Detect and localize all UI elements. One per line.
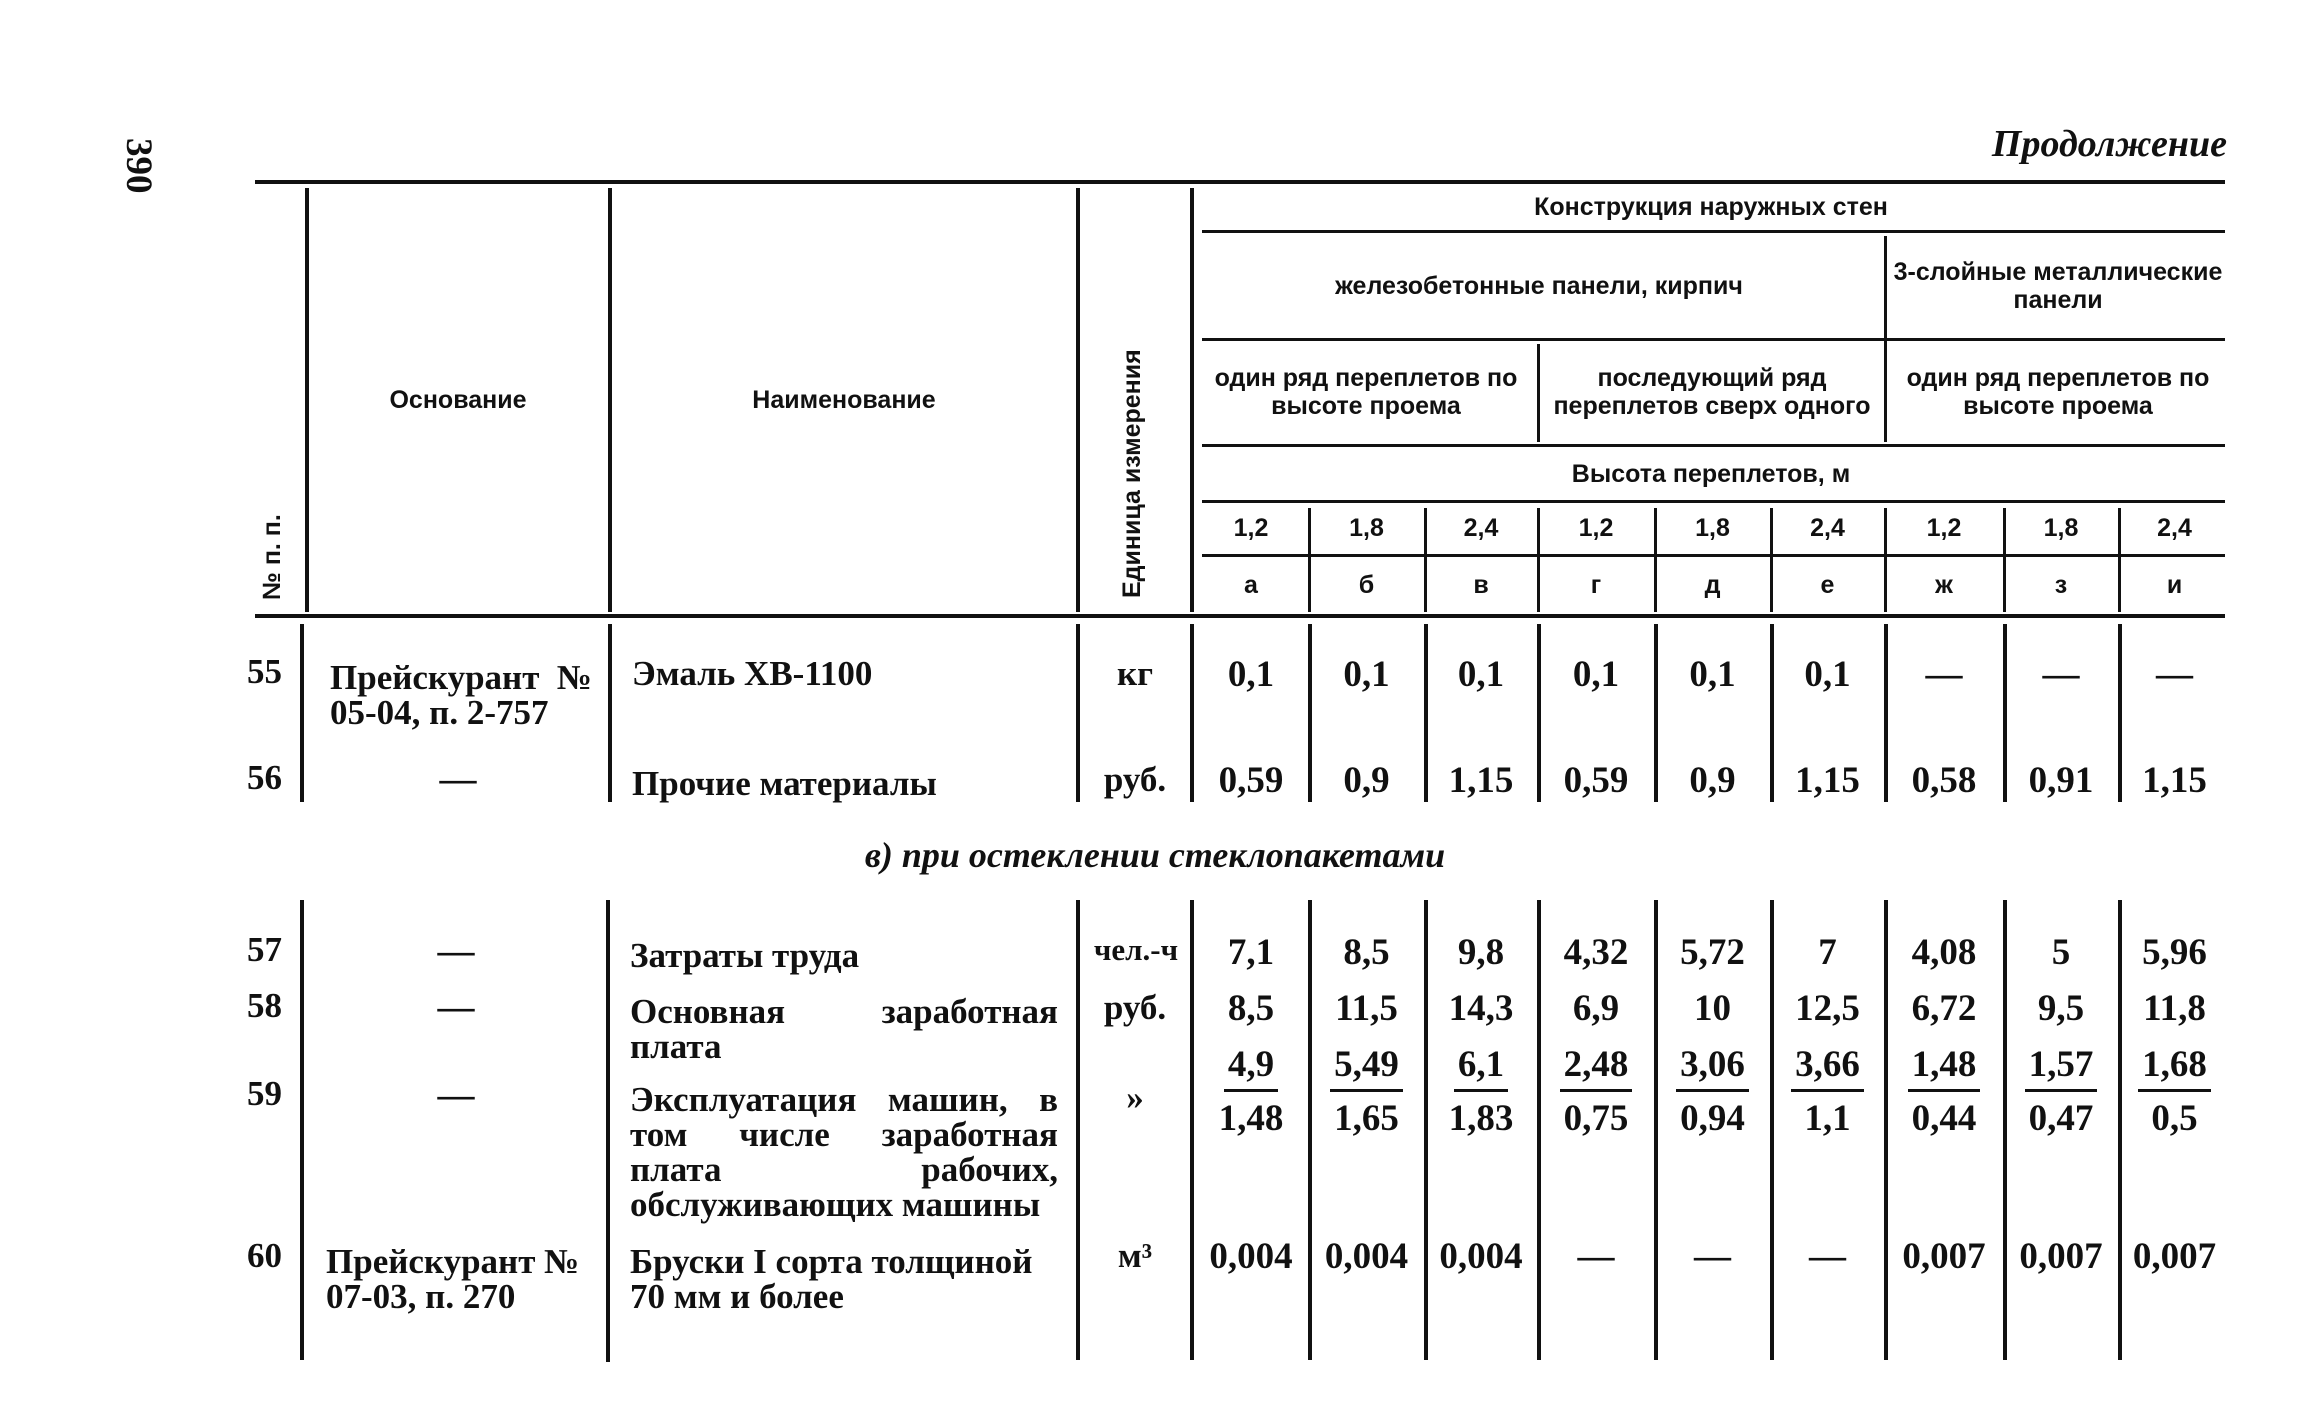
table-cell: 11,5 (1335, 987, 1398, 1029)
row-unit: руб. (1103, 760, 1167, 799)
fraction-denominator: 1,83 (1448, 1098, 1514, 1139)
row-basis: — (439, 759, 477, 800)
header-letter: г (1590, 571, 1602, 599)
table-cell: 0,9 (1689, 759, 1736, 801)
fraction-numerator: 1,68 (2138, 1046, 2211, 1092)
table-cell: 10 (1694, 987, 1731, 1029)
table-cell: 0,58 (1911, 759, 1977, 801)
table-cell: 9,8 (1457, 931, 1505, 973)
header-height-label: Высота переплетов, м (1571, 460, 1851, 488)
fraction-cell (1657, 1046, 1768, 1137)
table-cell: — (1809, 1235, 1846, 1277)
header-height-value: 1,2 (1926, 514, 1962, 542)
section-subtitle: в) при остеклении стеклопакетами (864, 835, 1446, 875)
table-cell: 11,8 (2143, 987, 2206, 1029)
header-letter: ж (1935, 571, 1953, 599)
fraction-cell (1773, 1046, 1882, 1137)
header-height-value: 2,4 (2157, 514, 2192, 542)
fraction-denominator: 1,65 (1334, 1098, 1399, 1139)
table-cell: 9,5 (2037, 987, 2085, 1029)
header-height-value: 1,2 (1578, 514, 1614, 542)
row-unit: кг (1116, 654, 1154, 693)
header-rule (1202, 444, 2225, 447)
header-height-value: 1,8 (1349, 514, 1384, 542)
header-height-value: 1,8 (2043, 514, 2079, 542)
header-divider (305, 188, 309, 612)
table-cell: — (1694, 1235, 1731, 1277)
fraction-cell (1196, 1046, 1306, 1137)
fraction-cell (2121, 1046, 2228, 1137)
header-rule (1202, 500, 2225, 503)
table-cell: 0,007 (2132, 1235, 2217, 1277)
header-letter: б (1358, 571, 1375, 599)
fraction-denominator: 1,1 (1804, 1098, 1851, 1139)
header-bottom-rule (255, 614, 2225, 618)
table-cell: 0,91 (2028, 759, 2094, 801)
header-rule (1202, 230, 2225, 233)
fraction-numerator: 2,48 (1560, 1046, 1633, 1092)
header-group-concrete: железобетонные панели, кирпич (1335, 272, 1743, 300)
fraction-numerator: 1,48 (1908, 1046, 1981, 1092)
body-divider (300, 624, 304, 802)
table-cell: 1,15 (1448, 759, 1514, 801)
row-unit: чел.-ч (1093, 932, 1179, 967)
header-height-value: 1,2 (1233, 514, 1269, 542)
body-divider (1190, 624, 1194, 802)
row-number: 59 (247, 1074, 282, 1113)
header-letter: з (2054, 571, 2068, 599)
header-unit: Единица измерения (1118, 349, 1146, 598)
table-cell: 6,9 (1572, 987, 1620, 1029)
page-number: 390 (118, 138, 159, 194)
table-cell: 6,72 (1911, 987, 1977, 1029)
header-group-metal: 3-слойные металлические панели (1893, 258, 2223, 314)
row-number: 55 (247, 652, 282, 691)
row-name: Эмаль ХВ-1100 (632, 654, 873, 693)
fraction-cell (1540, 1046, 1652, 1137)
fraction-cell (1311, 1046, 1422, 1137)
row-basis: — (437, 987, 475, 1028)
body-divider (1076, 624, 1080, 802)
table-cell: 0,59 (1218, 759, 1284, 801)
header-divider (608, 188, 612, 612)
table-cell: 4,32 (1563, 931, 1629, 973)
table-cell: 8,5 (1343, 931, 1390, 973)
table-cell: 5,72 (1680, 931, 1745, 973)
row-name: Эксплуатация машин, в том числе заработная плата рабочих, обслуживающих машины (630, 1080, 1058, 1224)
header-height-value: 2,4 (1463, 514, 1499, 542)
header-height-value: 1,8 (1695, 514, 1730, 542)
table-cell: — (1577, 1235, 1615, 1277)
header-wall-construction: Конструкция наружных стен (1534, 193, 1888, 221)
row-number: 57 (247, 930, 282, 969)
fraction-denominator: 0,5 (2151, 1098, 2198, 1139)
row-name: Прочие материалы (632, 764, 937, 803)
table-cell: 0,1 (1457, 653, 1505, 695)
table-cell: 12,5 (1795, 987, 1860, 1029)
row-basis: Прейскурант № 05-04, п. 2-757 (330, 658, 592, 732)
table-cell: 0,1 (1343, 653, 1390, 695)
header-rule (1202, 554, 2225, 557)
table-cell: 0,9 (1343, 759, 1390, 801)
body-divider (606, 900, 610, 1362)
fraction-cell (1887, 1046, 2001, 1137)
table-cell: 0,004 (1209, 1235, 1293, 1277)
table-cell: 0,007 (1902, 1235, 1986, 1277)
fraction-numerator: 3,06 (1676, 1046, 1749, 1092)
table-cell: 0,1 (1227, 653, 1275, 695)
header-name: Наименование (752, 386, 936, 414)
table-cell: 0,59 (1563, 759, 1629, 801)
table-cell: 0,004 (1324, 1235, 1409, 1277)
body-divider (608, 624, 612, 802)
header-height-value: 2,4 (1810, 514, 1845, 542)
table-cell: 4,08 (1911, 931, 1977, 973)
continuation-label: Продолжение (1991, 123, 2227, 165)
row-unit: » (1126, 1078, 1144, 1117)
header-rule (1202, 338, 2225, 341)
header-sub-one-row: один ряд переплетов по высоте проема (1214, 364, 1518, 420)
row-unit: м³ (1117, 1236, 1153, 1275)
row-unit: руб. (1103, 988, 1167, 1027)
header-divider (1190, 188, 1194, 612)
table-cell: 0,007 (2019, 1235, 2103, 1277)
table-cell: 7 (1818, 931, 1837, 973)
header-divider (1076, 188, 1080, 612)
table-cell: — (1925, 653, 1963, 695)
row-basis: Прейскурант № 07-03, п. 270 (326, 1242, 580, 1316)
table-cell: 7,1 (1227, 931, 1275, 973)
fraction-denominator: 0,47 (2028, 1098, 2094, 1139)
table-cell: 1,15 (1795, 759, 1860, 801)
row-number: 58 (247, 986, 282, 1025)
row-name: Бруски I сорта толщиной 70 мм и более (630, 1242, 1033, 1316)
fraction-cell (1427, 1046, 1535, 1137)
body-divider (300, 900, 304, 1360)
fraction-denominator: 0,44 (1911, 1098, 1977, 1139)
row-name: Основная заработная плата (630, 992, 1058, 1066)
table-cell: 0,004 (1439, 1235, 1523, 1277)
fraction-numerator: 3,66 (1791, 1046, 1864, 1092)
fraction-denominator: 0,75 (1563, 1098, 1629, 1139)
body-divider (1190, 900, 1194, 1360)
header-sub-metal-one-row: один ряд переплетов по высоте проема (1906, 364, 2210, 420)
table-cell: 5,96 (2142, 931, 2207, 973)
header-basis: Основание (389, 386, 527, 414)
fraction-denominator: 1,48 (1218, 1098, 1284, 1139)
table-cell: 5 (2051, 931, 2071, 973)
row-name: Затраты труда (630, 936, 860, 975)
fraction-numerator: 6,1 (1454, 1046, 1508, 1092)
table-cell: 1,15 (2142, 759, 2207, 801)
header-divider (1537, 344, 1540, 442)
table-cell: 0,1 (1804, 653, 1851, 695)
header-top-rule (255, 180, 2225, 184)
header-sub-next-row: последующий ряд переплетов сверх одного (1553, 364, 1871, 420)
row-basis: — (437, 931, 475, 972)
table-cell: 0,1 (1572, 653, 1620, 695)
fraction-numerator: 1,57 (2025, 1046, 2098, 1092)
table-cell: 14,3 (1448, 987, 1514, 1029)
table-cell: — (2156, 653, 2193, 695)
header-letter: д (1704, 571, 1721, 599)
header-num: № п. п. (258, 514, 286, 600)
row-number: 60 (247, 1236, 282, 1275)
row-basis: — (437, 1075, 475, 1116)
body-divider (1076, 900, 1080, 1360)
fraction-numerator: 4,9 (1224, 1046, 1278, 1092)
row-number: 56 (247, 758, 282, 797)
fraction-denominator: 0,94 (1680, 1098, 1745, 1139)
header-letter: в (1473, 571, 1489, 599)
header-letter: и (2166, 571, 2183, 599)
header-letter: а (1244, 571, 1258, 599)
header-letter: е (1820, 571, 1835, 599)
fraction-numerator: 5,49 (1330, 1046, 1403, 1092)
table-cell: 8,5 (1227, 987, 1275, 1029)
table-cell: — (2042, 653, 2080, 695)
fraction-cell (2006, 1046, 2116, 1137)
table-cell: 0,1 (1689, 653, 1736, 695)
